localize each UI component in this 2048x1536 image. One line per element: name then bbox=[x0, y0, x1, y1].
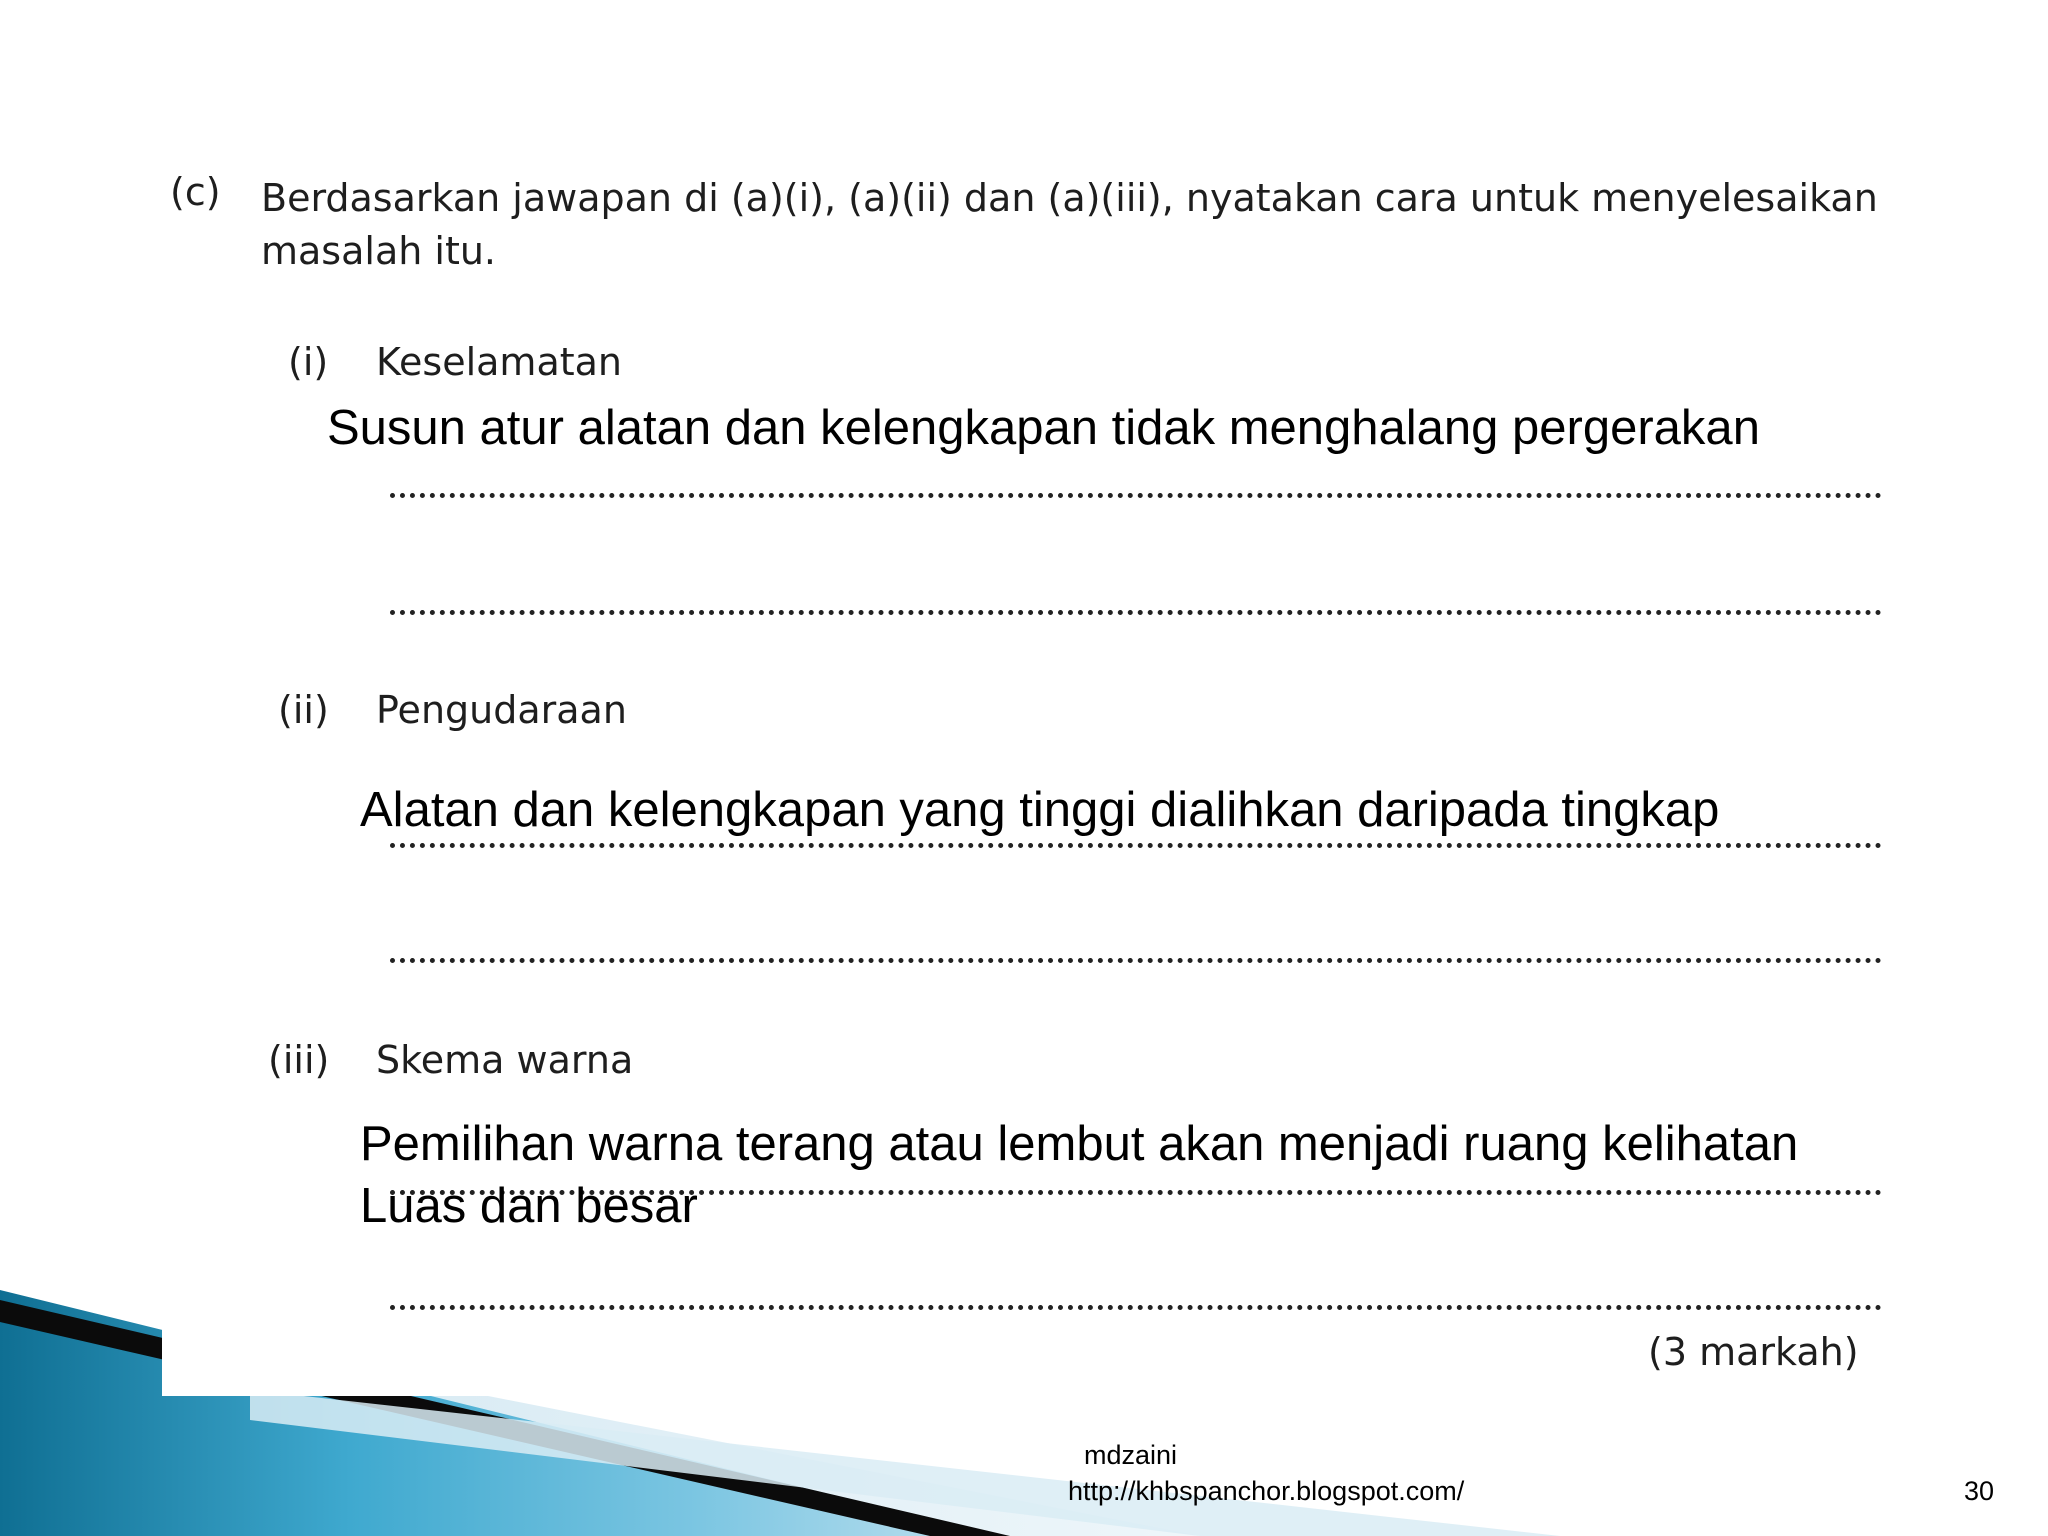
part-iii-title: Skema warna bbox=[376, 1038, 634, 1082]
part-iii-answer-line1: Pemilihan warna terang atau lembut akan menjadi ruang kelihatan bbox=[360, 1117, 1799, 1171]
question-text-line2: masalah itu. bbox=[261, 229, 497, 273]
part-i-answer-dotted-line-1 bbox=[390, 493, 1882, 498]
part-iii-answer-line2: Luas dan besar bbox=[360, 1179, 698, 1233]
part-i-answer-line1: Susun atur alatan dan kelengkapan tidak menghalang pergerakan bbox=[327, 401, 1760, 455]
marks-label: (3 markah) bbox=[1648, 1330, 1859, 1374]
page-number: 30 bbox=[1964, 1476, 1995, 1506]
part-ii-answer-line1: Alatan dan kelengkapan yang tinggi dialihkan daripada tingkap bbox=[360, 783, 1720, 837]
part-ii-answer-dotted-line-1 bbox=[390, 843, 1882, 848]
footer-author: mdzaini bbox=[1084, 1440, 1178, 1470]
part-ii-answer-dotted-line-2 bbox=[390, 958, 1882, 963]
part-i-answer-dotted-line-2 bbox=[390, 610, 1882, 615]
part-ii-title: Pengudaraan bbox=[376, 688, 627, 732]
part-ii-number: (ii) bbox=[278, 688, 329, 732]
question-label: (c) bbox=[170, 170, 221, 214]
part-i-number: (i) bbox=[288, 340, 329, 384]
question-text-line1: Berdasarkan jawapan di (a)(i), (a)(ii) dan (a)(iii), nyatakan cara untuk menyelesaikan bbox=[261, 176, 1878, 220]
part-i-title: Keselamatan bbox=[376, 340, 622, 384]
footer-url: http://khbspanchor.blogspot.com/ bbox=[1068, 1476, 1465, 1506]
part-iii-number: (iii) bbox=[268, 1038, 330, 1082]
part-iii-answer-dotted-line-2 bbox=[390, 1305, 1882, 1310]
